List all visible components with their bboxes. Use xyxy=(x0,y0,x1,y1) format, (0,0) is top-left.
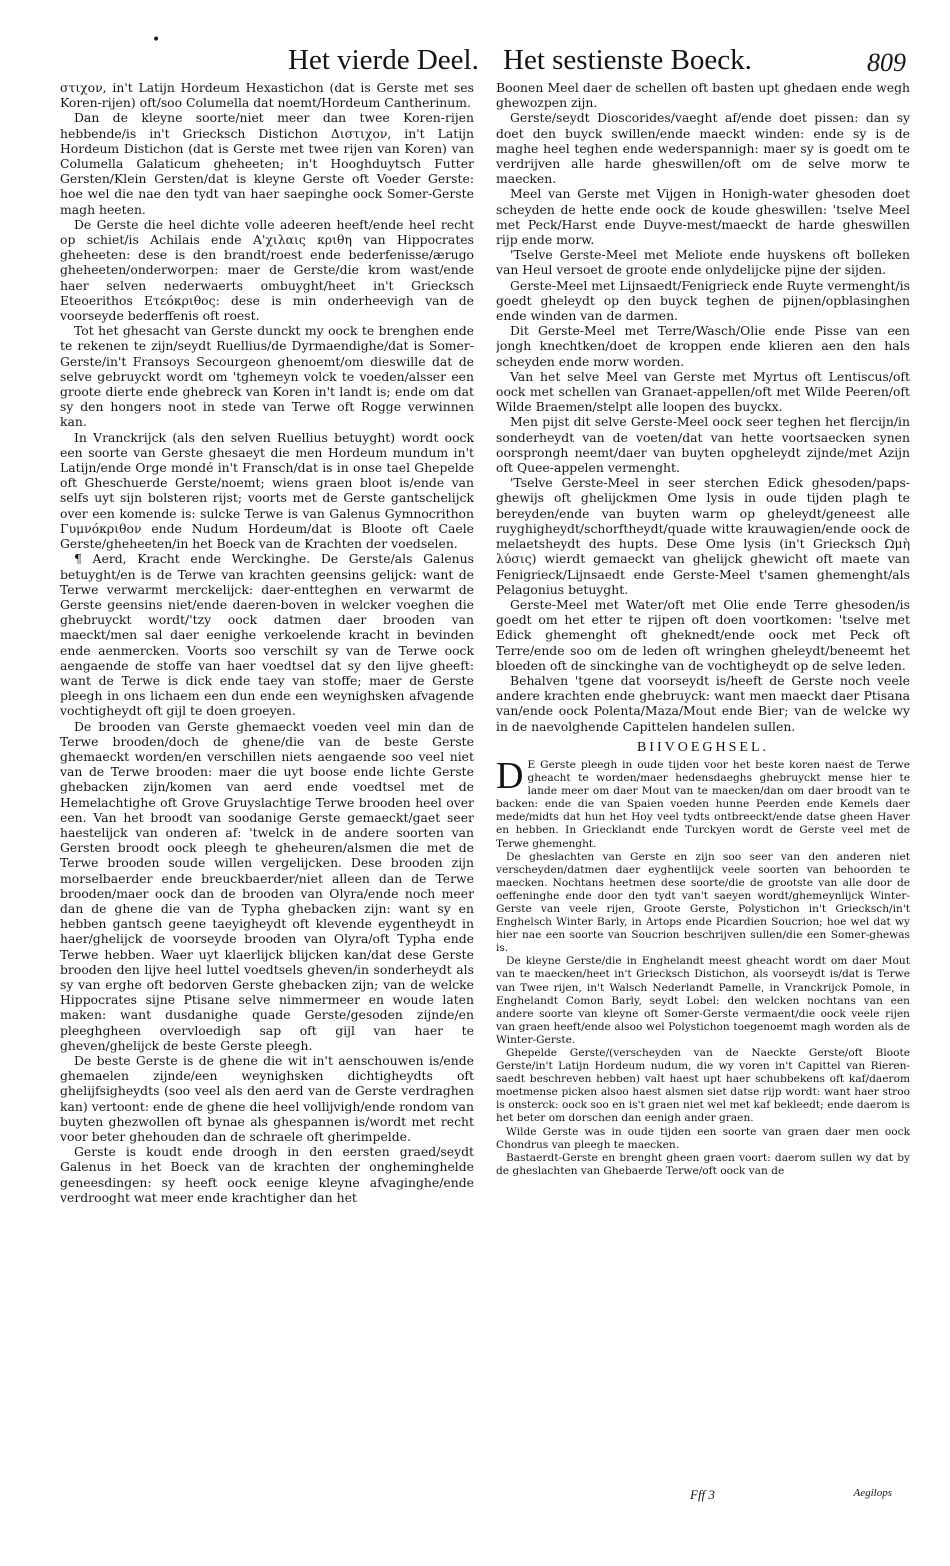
paragraph: In Vranckrijck (als den selven Ruellius betuyght) wordt oock een soorte van Gerste ghesaeyt die men Hordeum mundum in't Latijn/ende Orge mondé in't Fransch/dat is in onse tael Ghepelde oft Gheschuerde Gerste/noemt; wiens graen bloot is/ende van selfs uyt sijn bolsteren rijst; voorts met de Gerste gantschelijck over een komende is: sulcke Terwe is van Galenus Gymnocrithon Γυμνόκριθον ende Nudum Hordeum/dat is Bloote oft Caele Gerste/gheheeten/in het Boeck van de Krachten der voedselen. xyxy=(60,429,474,552)
addendum-paragraph: Bastaerdt-Gerste en brenght gheen graen voort: daerom sullen wy dat by de gheslachten van Ghebaerde Terwe/oft oock van de xyxy=(496,1151,910,1177)
paragraph: στιχον, in't Latijn Hordeum Hexastichon (dat is Gerste met ses Koren-rijen) oft/soo Columella dat noemt/Hordeum Cantherinum. xyxy=(60,80,474,111)
addendum-text: E Gerste pleegh in oude tijden voor het beste koren naest de Terwe gheacht te worden/maer hedensdaeghs ghebruyckt mense hier te lande meer om daer Mout van te maecken/dan om daer broodt van te backen: ende die van Spaien voeden hunne Peerden ende Kemels daer mede/midts dat hun het Hoy veel tydts ontbreeckt/ende datse gheen Haver en hebben. In Griecklandt ende Turckyen wordt de Gerste veel met de Terwe ghemenght. xyxy=(496,758,910,850)
paragraph: Dit Gerste-Meel met Terre/Wasch/Olie ende Pisse van een jongh knechtken/doet de kroppen ende klieren aen den hals scheyden ende morw worden. xyxy=(496,323,910,369)
paragraph: 'Tselve Gerste-Meel met Meliote ende huyskens oft bolleken van Heul versoet de groote ende onlydelijcke pijne der sijden. xyxy=(496,247,910,278)
paragraph: De Gerste die heel dichte volle adeeren heeft/ende heel recht op schiet/is Achilais ende A'χιλαις κριθη van Hippocrates gheheeten: dese is den brandt/roest ende bederfenisse/ærugo gheheeten/onderworpen: maer de Gerste/die krom wast/ende haer selven nederwaerts ombuyght/heet in't Griecksch Eteoerithos Ετεόκριθος: dese is min onderheevigh van de voorseyde bederffenis oft roest. xyxy=(60,216,474,324)
paragraph: 'Tselve Gerste-Meel in seer sterchen Edick ghesoden/paps-ghewijs oft ghelijckmen Ome lysis in oude tijden plagh te bereyden/ende van buyten warm op gheleydt/geneest alle ruyghigheydt/schorftheydt/quade witte krauwagien/ende oock de melaetsheydt des hupts. Dese Ome lysis (in't Griecksch Ωμὴ λύσις) wierdt gemaeckt van ghelijck ghewicht oft maete van Fenigrieck/Lijnsaedt ende Gerste-Meel t'samen ghemenght/als Pelagonius betuyght. xyxy=(496,475,910,597)
paragraph: De beste Gerste is de ghene die wit in't aenschouwen is/ende ghemaelen zijnde/een weynighsken dichtigheydts oft ghelijfsigheydts (soo veel als den aerd van de Gerste verdraghen kan) vertoont: ende de ghene die heel vollijvigh/ende rondom van buyten ghezwollen oft bynae als ghespannen is/wordt met recht voor beter ghehouden dan de schraele oft gherimpelde. xyxy=(60,1053,474,1145)
addendum xyxy=(496,754,910,1178)
paragraph: Dan de kleyne soorte/niet meer dan twee Koren-rijen hebbende/is in't Griecksch Distichon Διστιχον, in't Latijn Hordeum Distichon (dat is Gerste met twee rijen van Koren) van Columella Galaticum gheheeten; in't Hooghduytsch Futter Gersten/Klein Gersten/dat is kleyne Gerste oft Voeder Gerste: hoe wel die nae den tydt van haer saepinghe oock Somer-Gerste magh heeten. xyxy=(60,110,474,217)
paragraph: Tot het ghesacht van Gerste dunckt my oock te brenghen ende te rekenen te zijn/seydt Ruellius/de Dyrmaendighe/dat is Somer-Gerste/in't Fransoys Secourgeon ghenoemt/om dieswille dat de selve gebruyckt wordt om 'tghemeyn volck te voeden/alsser een groote dierte ende ghebreck van Koren in't landt is; ende om dat sy den hongers noot in stede van Terwe oft Rogge verwinnen kan. xyxy=(60,323,474,430)
paragraph: Gerste-Meel met Water/oft met Olie ende Terre ghesoden/is goedt om het etter te rijpen oft doen voortkomen: 'tselve met Edick ghemenght oft gheknedt/ende oock met Peck oft Terre/ende soo om de leden oft wringhen gheleydt/beneemt het bloeden oft de sinckinghe van de vochtigheydt op de selve leden. xyxy=(496,596,910,673)
left-column xyxy=(60,80,474,1460)
addendum-paragraph: Ghepelde Gerste/(verscheyden van de Naeckte Gerste/oft Bloote Gerste/in't Latijn Hordeum nudum, die wy voren in't Capittel van Rieren-saedt beschreven hebben) valt haest upt haer schubbekens oft kaf/daerom moetmense picken alsoo haest alsmen siet datse rijp wordt: want haer stroo is onsterck: oock soo en is't graen niet wel met kaf bekleedt; ende daerom is het beter om dorschen dan eenigh ander graen. xyxy=(496,1047,910,1125)
paragraph: Gerste/seydt Dioscorides/vaeght af/ende doet pissen: dan sy doet den buyck swillen/ende maeckt winden: ende sy is de maghe heel teghen ende wederspannigh: maer sy is goedt om te verdrijven alle harde gheswillen/oft om de selve morw te maecken. xyxy=(496,110,910,187)
paragraph: Gerste-Meel met Lijnsaedt/Fenigrieck ende Ruyte vermenght/is goedt gheleydt op den buyck teghen de pijnen/opblasinghen ende winden van de darmen. xyxy=(496,277,910,324)
paragraph: ¶ Aerd, Kracht ende Werckinghe. De Gerste/als Galenus betuyght/en is de Terwe van krachten geensins gelijck: want de Terwe verwarmt merckelijck: daer-entteghen en verwarmt de Gerste geensins niet/ende daeren-boven in welcker voeghen die ghebruyckt wordt/'tzy oock datmen daer brooden van maeckt/men sal daer eenighe verkoelende kracht in bevinden ende aenmercken. Voorts soo verschilt sy van de Terwe oock aengaende de stoffe van haer voedtsel dat sy den lijve gheeft: want de Terwe is dick ende taey van stoffe; maer de Gerste pleegh in ons lichaem een dun ende een weynighsken afvagende vochtigheydt oft gijl te doen groeyen. xyxy=(60,551,474,719)
paragraph: Van het selve Meel van Gerste met Myrtus oft Lentiscus/oft oock met schellen van Granaet-appellen/oft met Wilde Peeren/oft Wilde Braemen/stelpt alle loopen des buyckx. xyxy=(496,368,910,415)
page-header xyxy=(0,32,950,82)
right-column xyxy=(496,80,910,1460)
paragraph: Behalven 'tgene dat voorseydt is/heeft de Gerste noch veele andere krachten ende ghebruyck: want men maeckt daer Ptisana van/ende oock Polenta/Maza/Mout ende Bier; van de welcke wy in de naevolghende Capittelen handelen sullen. xyxy=(496,672,910,734)
running-title-left: Het vierde Deel. xyxy=(288,44,479,76)
addendum-paragraph: Wilde Gerste was in oude tijden een soorte van graen daer men oock Chondrus van pleegh te maecken. xyxy=(496,1125,910,1151)
running-title-right: Het sestienste Boeck. xyxy=(503,44,752,76)
page-number: 809 xyxy=(867,48,906,77)
addendum-paragraph xyxy=(496,754,910,851)
catchword: Aegilops xyxy=(853,1487,892,1499)
paragraph: Men pijst dit selve Gerste-Meel oock seer teghen het flercijn/in sonderheydt van de voeten/dat van hette voortsaecken synen oorsprongh neemt/daer van buyten opgheleydt zijnde/met Azijn oft Quee-appelen vermenght. xyxy=(496,414,910,476)
drop-cap: D xyxy=(496,754,524,797)
paragraph: Gerste is koudt ende droogh in den eersten graed/seydt Galenus in het Boeck van de krachten der ongheminghelde geneesdingen: sy heeft oock eenige kleyne afvaginghe/ende verdrooght wat meer ende krachtigher dan het xyxy=(60,1144,474,1205)
addendum-paragraph: De kleyne Gerste/die in Enghelandt meest gheacht wordt om daer Mout van te maecken/heet in't Griecksch Distichon, als voorseydt is/dat is Terwe van Twee rijen, in't Walsch Nederlandt Pamelle, in Vranckrijck Pomole, in Enghelandt Comon Barly, seydt Lobel: den welcken nochtans van een andere soorte van kleyne oft Somer-Gerste vermaent/die oock veele rijen van graen heeft/ende alsoo wel Polystichon toegenoemt magh worden als de Winter-Gerste. xyxy=(496,955,910,1046)
section-title-bijvoeghsel: BIIVOEGHSEL. xyxy=(636,739,770,755)
addendum-paragraph: De gheslachten van Gerste en zijn soo seer van den anderen niet verscheyden/datmen daer eyghentlijck veele soorten van behoorden te maecken. Nochtans heetmen dese soorte/die de grootste van alle door de oeffeninghe ende door den tydt van't saeyen wordt/ghemeynlijck Winter-Gerste van veele rijen, Groote Gerste, Polystichon in't Griecksch/in't Enghelsch Winter Barly, in Artops ende Picardien Soucrion; hoe wel dat wy hier nae een soorte van Soucrion beschrijven sullen/die een Somer-ghewas is. xyxy=(496,850,910,955)
header-dot: • xyxy=(152,32,161,48)
paragraph: De brooden van Gerste ghemaeckt voeden veel min dan de Terwe brooden/doch de ghene/die van de beste Gerste ghemaeckt worden/en verschillen niets aengaende soo veel niet van de Terwe brooden: maer die uyt boose ende lichte Gerste ghebacken zijn/komen van aerd ende voedtsel met de Hemelachtighe oft Grove Gruyslachtige Terwe brooden heel over een. Van het broodt van soodanige Gerste gemaeckt/gaet seer haestelijck van onderen af: 'twelck in de andere soorten van Gersten broodt oock pleegh te gheheuren/alsmen die met de Terwe brooden soude willen vergelijcken. Dese brooden zijn morselbaerder ende breuckbaerder/niet alleen dan de Terwe brooden/maer oock dan de brooden van Olyra/ende noch meer dan de ghene die van de Typha ghebacken zijn: want sy en hebben gantsch geene taeyigheydt oft klevende eygentheydt in haer/ghelijck de voorseyde brooden van Olyra/oft Typha ende Terwe hebben. Waer uyt klaerlijck blijcken kan/dat dese Gerste brooden den lijve heel luttel voedtsels gheven/in sonderheydt als sy van erghe oft bedorven Gerste ghebacken zijn; van de welcke Hippocrates sijne Ptisane selve nimmermeer en woude laten maken: want dusdanighe quade Gerste/gesoden zijnde/en pleeghgheen overvloedigh sap oft gijl van haer te gheven/ghelijck de beste Gerste pleegh. xyxy=(60,718,474,1053)
signature-mark: Fff 3 xyxy=(690,1487,715,1502)
paragraph: Meel van Gerste met Vijgen in Honigh-water ghesoden doet scheyden de hette ende oock de koude gheswillen: 'tselve Meel met Peck/Harst ende Duyve-mest/maeckt de harde gheswillen rijp ende morw. xyxy=(496,186,910,248)
paragraph: Boonen Meel daer de schellen oft basten upt ghedaen ende wegh ghewozpen zijn. xyxy=(496,80,910,111)
